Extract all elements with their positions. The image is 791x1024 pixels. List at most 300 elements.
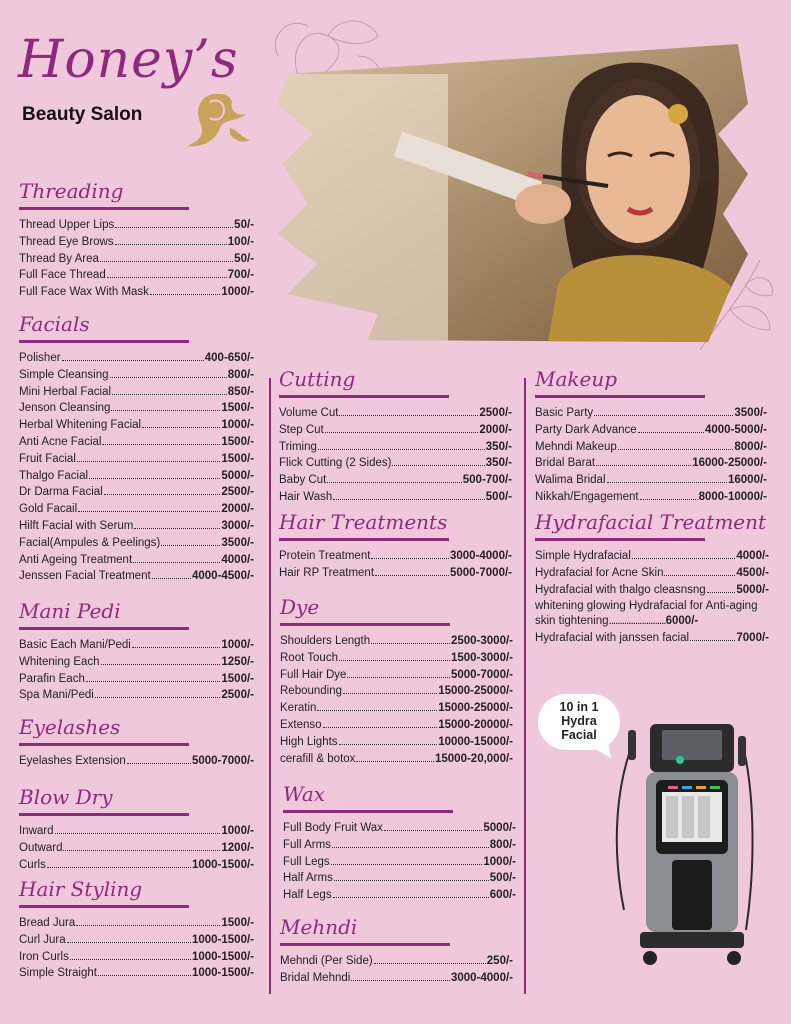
bubble-line: Facial — [561, 728, 597, 742]
price-row — [283, 821, 516, 836]
item-name: Shoulders Length — [280, 635, 371, 647]
item-dots — [150, 294, 220, 295]
item-price: 8000/- — [734, 440, 767, 453]
price-row — [19, 841, 254, 856]
column-divider — [524, 378, 526, 994]
item-price: 600/- — [489, 889, 516, 902]
item-price: 5000-7000/- — [191, 755, 254, 767]
item-dots — [102, 444, 220, 445]
item-price: 10000-15000/- — [438, 735, 513, 748]
section-underline — [19, 627, 189, 630]
price-row — [279, 473, 512, 488]
section-title: Mehndi — [280, 915, 358, 939]
price-row — [535, 473, 767, 488]
price-row — [535, 566, 769, 581]
item-name: Root Touch — [280, 651, 338, 664]
item-dots — [111, 410, 220, 411]
item-price: 5000/- — [483, 822, 516, 834]
item-name: Bread Jura — [19, 917, 76, 929]
price-row — [19, 858, 254, 873]
item-price: 1000/- — [221, 825, 254, 837]
item-price: 800/- — [489, 838, 516, 851]
section-title: Cutting — [279, 367, 356, 391]
section-underline — [19, 207, 189, 210]
item-name: Simple Cleansing — [19, 368, 109, 381]
item-name: Inward — [19, 825, 54, 837]
section-title: Dye — [280, 595, 320, 619]
hairstyling-section — [19, 876, 254, 983]
makeup-section — [535, 366, 767, 507]
item-name: Gold Facail — [19, 503, 78, 516]
price-row — [19, 536, 254, 551]
price-row — [279, 549, 512, 564]
cutting-section — [279, 366, 512, 507]
item-price: 5000-7000/- — [449, 566, 512, 579]
item-dots — [339, 744, 438, 745]
item-price: 3000-4000/- — [449, 550, 512, 562]
price-row — [19, 285, 254, 300]
price-row — [279, 456, 512, 471]
item-name: Basic Each Mani/Pedi — [19, 639, 131, 651]
item-price: 1500/- — [221, 672, 254, 685]
item-dots — [95, 697, 221, 698]
item-price: 500/- — [489, 872, 516, 885]
item-name: Eyelashes Extension — [19, 755, 126, 767]
item-price: 350/- — [485, 440, 512, 453]
item-name: Bridal Barat — [535, 457, 596, 470]
item-name: Baby Cut — [279, 474, 327, 487]
price-row — [280, 954, 513, 969]
item-price: 50/- — [234, 219, 254, 231]
item-price: 15000-20,000/- — [434, 752, 513, 765]
item-dots — [112, 394, 227, 395]
item-dots — [107, 277, 227, 278]
item-dots — [110, 377, 227, 378]
item-name: Parafin Each — [19, 672, 85, 685]
price-row — [279, 566, 512, 581]
item-name: Party Dark Advance — [535, 423, 637, 436]
item-dots — [707, 592, 736, 593]
item-price: 500-700/- — [462, 474, 512, 487]
item-dots — [384, 830, 482, 831]
item-dots — [67, 942, 191, 943]
item-dots — [371, 558, 449, 559]
price-row — [280, 752, 513, 767]
item-price: 2000/- — [221, 503, 254, 516]
price-row — [19, 655, 254, 670]
brand-title: Honey’s — [18, 30, 239, 90]
item-name: Jenssen Facial Treatment — [19, 570, 151, 583]
item-price: 4000/- — [221, 553, 254, 566]
price-row — [19, 252, 254, 267]
facials-section — [19, 311, 254, 586]
item-price: 2000/- — [479, 423, 512, 436]
section-title: Makeup — [535, 367, 618, 391]
item-dots — [89, 478, 220, 479]
item-name: Full Hair Dye — [280, 668, 347, 681]
section-underline — [280, 623, 450, 626]
price-row — [19, 672, 254, 687]
blowdry-section — [19, 784, 254, 874]
item-price: 15000-20000/- — [438, 718, 513, 731]
item-name: Spa Mani/Pedi — [19, 689, 94, 702]
price-list — [19, 824, 254, 873]
item-dots — [332, 847, 489, 848]
item-dots — [142, 427, 220, 428]
item-price: 1500/- — [221, 435, 254, 448]
price-list — [19, 351, 254, 584]
item-dots — [115, 244, 227, 245]
item-name: Iron Curls — [19, 950, 69, 963]
item-name: Protein Treatment — [279, 550, 371, 562]
item-dots — [374, 963, 486, 964]
section-title: Hydrafacial Treatment — [535, 510, 767, 534]
price-list — [279, 406, 512, 505]
item-dots — [98, 975, 191, 976]
item-dots — [664, 575, 735, 576]
item-price: 1000/- — [221, 419, 254, 432]
item-dots — [77, 461, 221, 462]
item-price: 350/- — [485, 457, 512, 470]
hydrafacial-section — [535, 509, 769, 648]
price-row — [19, 933, 254, 948]
item-dots — [638, 432, 704, 433]
section-title: Blow Dry — [19, 785, 113, 809]
item-price: 1000/- — [221, 286, 254, 299]
price-row — [19, 916, 254, 931]
item-price: 1500-3000/- — [450, 651, 513, 664]
price-row — [19, 401, 254, 416]
price-row — [283, 871, 516, 886]
item-dots — [86, 681, 221, 682]
item-dots — [127, 763, 191, 764]
item-price: 3000/- — [221, 519, 254, 532]
item-name: Thalgo Facial — [19, 469, 89, 482]
price-row — [280, 701, 513, 716]
bubble-line: 10 in 1 — [559, 700, 599, 714]
item-name: Mehndi Makeup — [535, 440, 617, 453]
item-dots — [618, 449, 734, 450]
item-dots — [317, 710, 437, 711]
item-price: 1250/- — [221, 655, 254, 668]
item-dots — [334, 880, 489, 881]
price-row — [19, 519, 254, 534]
price-list — [535, 549, 769, 646]
price-row — [535, 549, 769, 564]
item-name: Keratin — [280, 702, 317, 715]
item-dots — [62, 360, 204, 361]
price-list — [19, 754, 254, 769]
item-price: 4000/- — [736, 550, 769, 562]
price-row — [280, 651, 513, 666]
item-name: Outward — [19, 841, 63, 854]
section-title: Threading — [19, 179, 124, 203]
section-underline — [19, 905, 189, 908]
hairtreatments-section — [279, 509, 512, 583]
item-price: 250/- — [486, 955, 513, 967]
item-dots — [63, 850, 220, 851]
price-row — [535, 423, 767, 438]
item-name: Mini Herbal Facial — [19, 385, 112, 398]
dye-section — [280, 594, 513, 768]
item-price: 3500/- — [734, 407, 767, 419]
item-name: Jenson Cleansing — [19, 402, 111, 415]
item-price: 7000/- — [736, 632, 769, 645]
item-price: 800/- — [227, 368, 254, 381]
mehndi-section — [280, 914, 513, 988]
item-dots — [70, 959, 191, 960]
item-dots — [339, 660, 450, 661]
item-name: Hair RP Treatment — [279, 566, 375, 579]
item-name: Triming — [279, 440, 317, 453]
item-dots — [331, 864, 483, 865]
price-row — [19, 950, 254, 965]
item-name: Step Cut — [279, 423, 324, 436]
item-price: 15000-25000/- — [438, 685, 513, 698]
price-row — [535, 406, 767, 421]
item-price: 1000/- — [221, 639, 254, 651]
price-list — [279, 549, 512, 581]
item-price: 1500/- — [221, 452, 254, 465]
price-row — [19, 452, 254, 467]
item-dots — [375, 575, 449, 576]
item-name: Facial(Ampules & Peelings) — [19, 536, 161, 549]
item-price: 2500/- — [479, 407, 512, 419]
item-dots — [134, 528, 220, 529]
price-row — [19, 469, 254, 484]
price-row — [280, 668, 513, 683]
price-list — [19, 638, 254, 703]
item-dots — [333, 499, 485, 500]
item-price: 1000-1500/- — [191, 933, 254, 946]
item-name: whitening glowing Hydrafacial for Anti-aging skin tightening — [535, 600, 758, 628]
price-row — [535, 440, 767, 455]
item-price: 16000/- — [727, 474, 767, 487]
price-row — [279, 490, 512, 505]
item-dots — [632, 558, 736, 559]
hydrafacial-machine-icon — [610, 720, 755, 970]
item-dots — [347, 677, 450, 678]
price-row — [280, 684, 513, 699]
item-name: Dr Darma Facial — [19, 486, 103, 499]
section-underline — [279, 538, 449, 541]
item-dots — [115, 227, 233, 228]
item-price: 8000-10000/- — [698, 490, 767, 503]
column-divider — [269, 378, 271, 994]
item-name: Flick Cutting (2 Sides) — [279, 457, 392, 470]
item-dots — [152, 578, 191, 579]
item-name: Thread By Area — [19, 252, 99, 265]
hydra-facial-bubble — [538, 694, 620, 750]
item-dots — [78, 511, 220, 512]
item-name: Mehndi (Per Side) — [280, 955, 373, 967]
item-name: Full Legs — [283, 855, 330, 868]
item-price: 4000-5000/- — [704, 423, 767, 436]
item-dots — [323, 727, 438, 728]
item-price: 850/- — [227, 385, 254, 398]
item-name: High Lights — [280, 735, 338, 748]
item-price: 4500/- — [736, 566, 769, 579]
price-row — [19, 502, 254, 517]
price-row — [19, 418, 254, 433]
section-underline — [283, 810, 453, 813]
section-underline — [535, 395, 705, 398]
price-row — [19, 218, 254, 233]
item-price: 1000-1500/- — [191, 858, 254, 871]
item-price: 5000-7000/- — [450, 668, 513, 681]
item-dots — [55, 833, 221, 834]
price-list — [535, 406, 767, 505]
item-price: 4000-4500/- — [191, 570, 254, 583]
section-underline — [19, 813, 189, 816]
section-underline — [535, 538, 705, 541]
price-row — [283, 838, 516, 853]
section-underline — [279, 395, 449, 398]
item-name: Curls — [19, 858, 46, 871]
item-name: Hydrafacial with thalgo cleasnsng — [535, 583, 706, 596]
price-row — [19, 235, 254, 250]
item-name: Volume Cut — [279, 407, 339, 419]
item-name: Simple Hydrafacial — [535, 550, 631, 562]
item-name: Hydrafacial for Acne Skin — [535, 566, 664, 579]
item-name: Fruit Facial — [19, 452, 76, 465]
wax-section — [283, 781, 516, 905]
item-name: Full Body Fruit Wax — [283, 822, 383, 834]
item-dots — [325, 432, 479, 433]
item-dots — [333, 897, 489, 898]
price-row — [19, 368, 254, 383]
item-dots — [100, 261, 233, 262]
item-name: Anti Ageing Treatment — [19, 553, 133, 566]
item-name: Thread Eye Brows — [19, 235, 114, 248]
item-name: Full Arms — [283, 838, 331, 851]
price-list — [280, 954, 513, 986]
item-dots — [318, 449, 485, 450]
item-price: 500/- — [485, 490, 512, 503]
item-name: Curl Jura — [19, 933, 66, 946]
item-dots — [161, 545, 220, 546]
price-row — [535, 631, 769, 646]
price-row — [19, 385, 254, 400]
item-name: Hydrafacial with janssen facial — [535, 632, 690, 645]
item-dots — [690, 640, 735, 641]
item-price: 15000-25000/- — [438, 702, 513, 715]
item-name: Polisher — [19, 352, 61, 364]
item-price: 50/- — [234, 252, 254, 265]
item-name: Hair Wash — [279, 490, 333, 503]
item-dots — [594, 415, 733, 416]
price-row — [279, 440, 512, 455]
price-list — [283, 821, 516, 903]
item-name: Half Arms — [283, 872, 333, 885]
manipedi-section — [19, 598, 254, 705]
item-price: 6000/- — [665, 615, 699, 628]
item-dots — [356, 761, 434, 762]
section-underline — [280, 943, 450, 946]
item-dots — [104, 494, 221, 495]
item-price: 2500/- — [221, 486, 254, 499]
item-price: 400-650/- — [204, 352, 254, 364]
price-row — [19, 569, 254, 584]
item-price: 2500-3000/- — [450, 635, 513, 647]
price-row — [19, 435, 254, 450]
threading-section — [19, 178, 254, 302]
item-price: 1200/- — [221, 841, 254, 854]
price-row — [283, 888, 516, 903]
section-title: Facials — [19, 312, 90, 336]
price-list — [280, 634, 513, 767]
item-price: 2500/- — [221, 689, 254, 702]
section-title: Hair Styling — [19, 877, 143, 901]
price-row — [280, 718, 513, 733]
item-name: Full Face Wax With Mask — [19, 286, 149, 299]
section-underline — [19, 340, 189, 343]
price-row — [535, 456, 767, 471]
item-dots — [351, 980, 450, 981]
price-row — [19, 553, 254, 568]
item-name: Full Face Thread — [19, 269, 106, 282]
price-row — [19, 754, 254, 769]
item-price: 5000/- — [736, 583, 769, 596]
item-name: Simple Straight — [19, 967, 97, 980]
price-row — [19, 485, 254, 500]
price-list — [19, 916, 254, 981]
price-row — [279, 423, 512, 438]
item-dots — [607, 482, 727, 483]
item-price: 1000-1500/- — [191, 950, 254, 963]
item-price: 1000-1500/- — [191, 967, 254, 980]
item-name: Anti Acne Facial — [19, 435, 102, 448]
price-row — [19, 824, 254, 839]
item-name: Herbal Whitening Facial — [19, 419, 142, 432]
section-title: Wax — [283, 782, 326, 806]
item-dots — [133, 562, 220, 563]
item-name: cerafill & botox — [280, 752, 356, 765]
price-row — [19, 268, 254, 283]
item-dots — [76, 925, 220, 926]
item-name: Half Legs — [283, 889, 332, 902]
item-dots — [343, 693, 437, 694]
item-dots: .......................... — [608, 615, 666, 628]
item-price: 700/- — [227, 269, 254, 282]
price-row — [535, 599, 769, 629]
price-row — [19, 638, 254, 653]
price-row — [535, 583, 769, 598]
section-underline — [19, 743, 189, 746]
item-price: 16000-25000/- — [692, 457, 767, 470]
price-row — [19, 688, 254, 703]
section-title: Hair Treatments — [279, 510, 448, 534]
price-list — [19, 218, 254, 300]
price-row — [279, 406, 512, 421]
item-price: 1500/- — [221, 917, 254, 929]
item-dots — [640, 499, 698, 500]
item-dots — [101, 664, 221, 665]
item-name: Whitening Each — [19, 655, 100, 668]
item-name: Basic Party — [535, 407, 594, 419]
item-price: 3000-4000/- — [450, 971, 513, 984]
eyelashes-section — [19, 714, 254, 771]
price-row — [535, 490, 767, 505]
item-price: 1500/- — [221, 402, 254, 415]
woman-silhouette-icon — [180, 88, 252, 150]
item-price: 3500/- — [221, 536, 254, 549]
bubble-line: Hydra — [561, 714, 597, 728]
section-title: Eyelashes — [19, 715, 121, 739]
item-name: Thread Upper Lips — [19, 219, 115, 231]
item-name: Rebounding — [280, 685, 343, 698]
item-dots — [392, 465, 484, 466]
